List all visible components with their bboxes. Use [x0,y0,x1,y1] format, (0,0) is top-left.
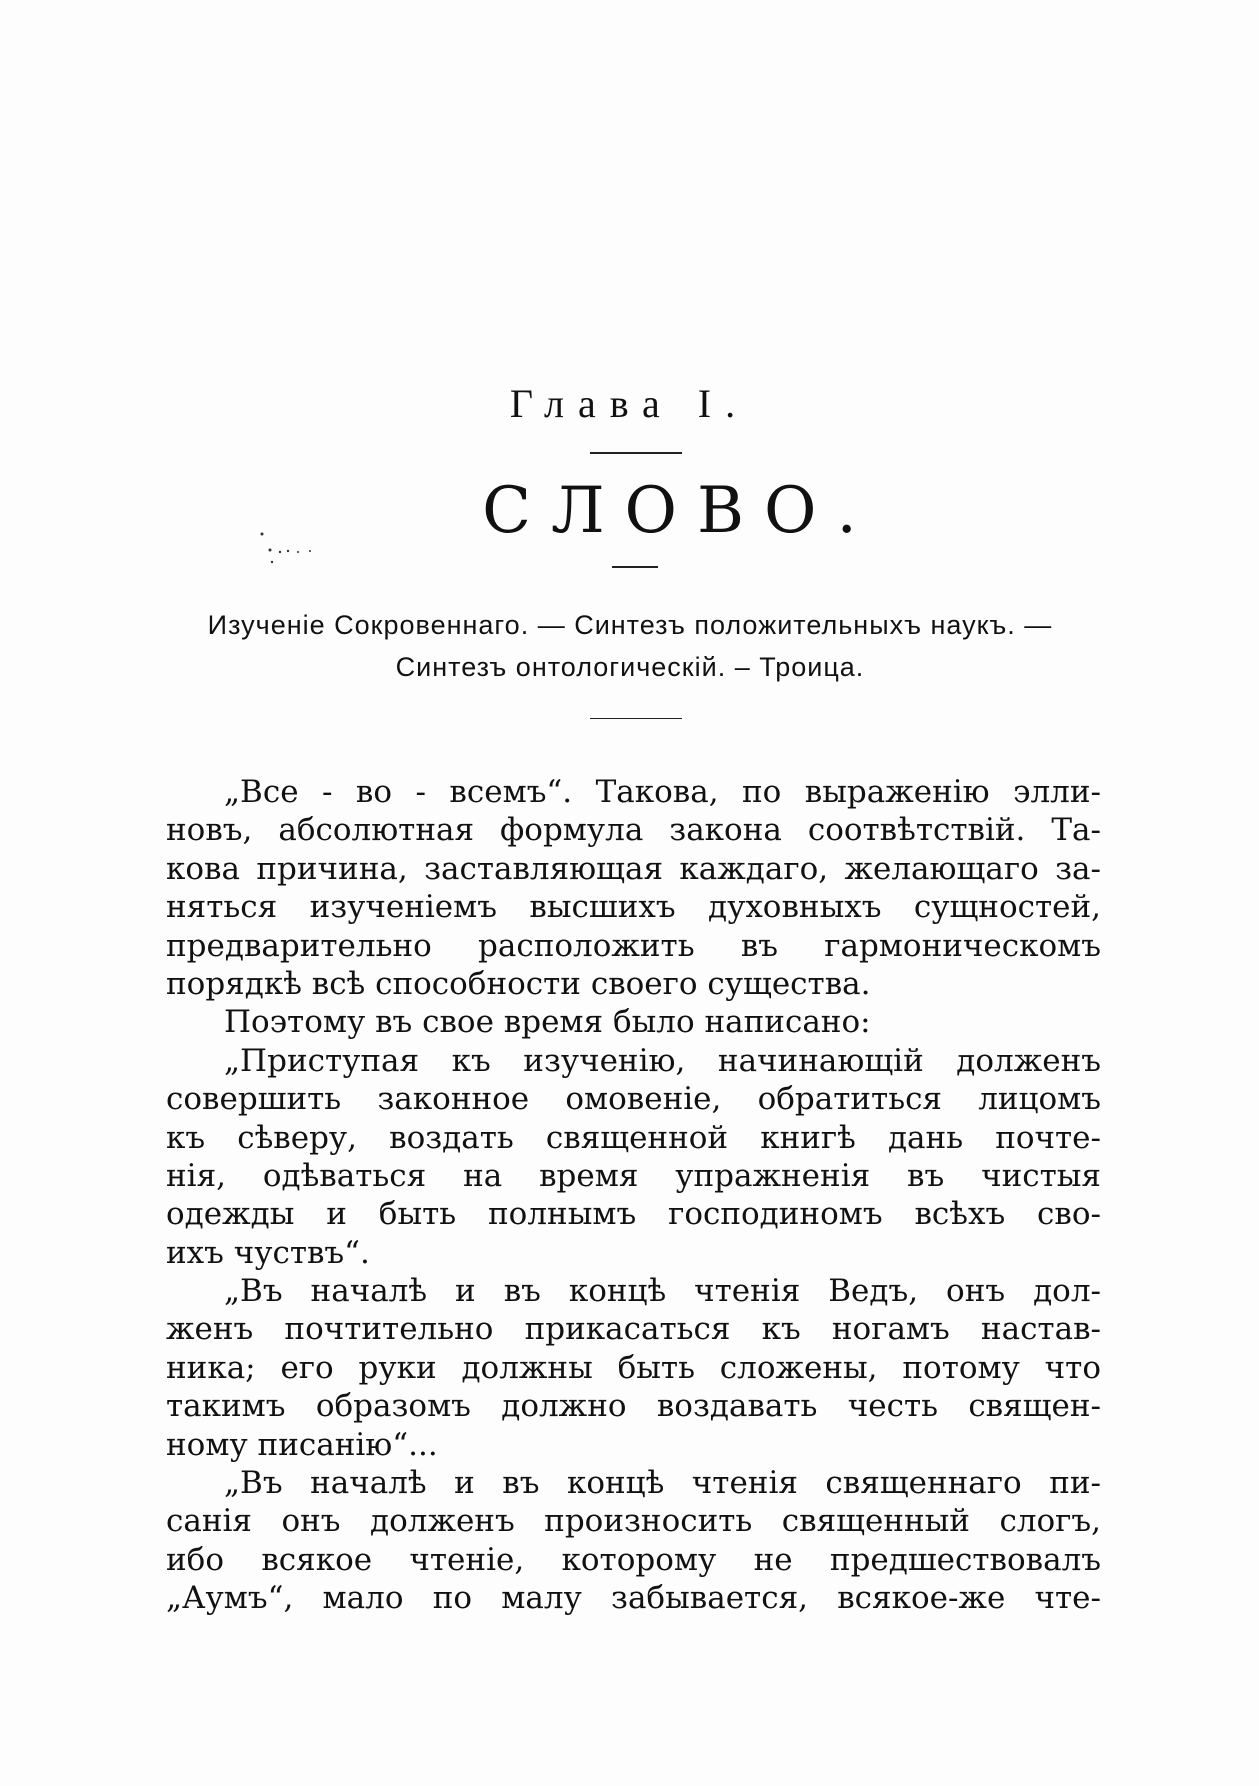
chapter-label: Глава I. [509,381,750,426]
text-line: такимъ образомъ должно воздавать честь священ- [166,1388,1101,1425]
text-line: ибо всякое чтеніе, которому не предшествовалъ [166,1541,1101,1578]
chapter-summary [160,604,1100,688]
text-line: совершить законное омовеніе, обратиться лицомъ [166,1081,1101,1118]
divider-rule [590,452,682,454]
text-line: женъ почтительно прикасаться къ ногамъ настав- [166,1311,1101,1348]
text-line: „Аумъ“, мало по малу забывается, всякое-же чте- [166,1580,1101,1617]
text-line: ихъ чуствъ“. [166,1234,370,1271]
text-line: „Въ началѣ и въ концѣ чтенія священнаго пи- [224,1465,1101,1502]
text-line: санія онъ долженъ произносить священный слогъ, [166,1503,1101,1540]
text-line: няться изученіемъ высшихъ духовныхъ сущностей, [166,889,1101,926]
body-text [166,773,1101,1618]
text-line: ному писанію“... [166,1426,438,1463]
text-line: одежды и быть полнымъ господиномъ всѣхъ сво- [166,1196,1101,1233]
text-line: порядкѣ всѣ способности своего существа. [166,965,871,1002]
divider-rule-short [612,566,658,568]
text-line: новъ, абсолютная формула закона соотвѣтствій. Та- [166,812,1101,849]
text-line: къ сѣверу, воздать священной книгѣ дань почте- [166,1119,1101,1156]
summary-line: Изученіе Сокровеннаго. — Синтезъ положительныхъ наукъ. — [207,610,1053,640]
summary-line: Синтезъ онтологическій. – Троица. [395,652,865,682]
text-line: „Все - во - всемъ“. Такова, по выраженію элли- [224,774,1101,810]
text-line: „Въ началѣ и въ концѣ чтенія Ведъ, онъ дол- [224,1273,1101,1310]
text-line: предварительно расположить въ гармоническомъ [166,927,1101,964]
divider-rule [590,718,682,719]
text-line: Поэтому въ свое время было написано: [224,1004,871,1041]
text-line: ника; его руки должны быть сложены, потому что [166,1349,1101,1386]
text-line: „Приступая къ изученію, начинающій долженъ [224,1042,1101,1079]
text-line: кова причина, заставляющая каждаго, желающаго за- [166,850,1101,887]
chapter-title: СЛОВО. [482,474,877,548]
text-line: нія, одѣваться на время упражненія въ чистыя [166,1157,1101,1194]
print-speck-mark [258,530,348,570]
